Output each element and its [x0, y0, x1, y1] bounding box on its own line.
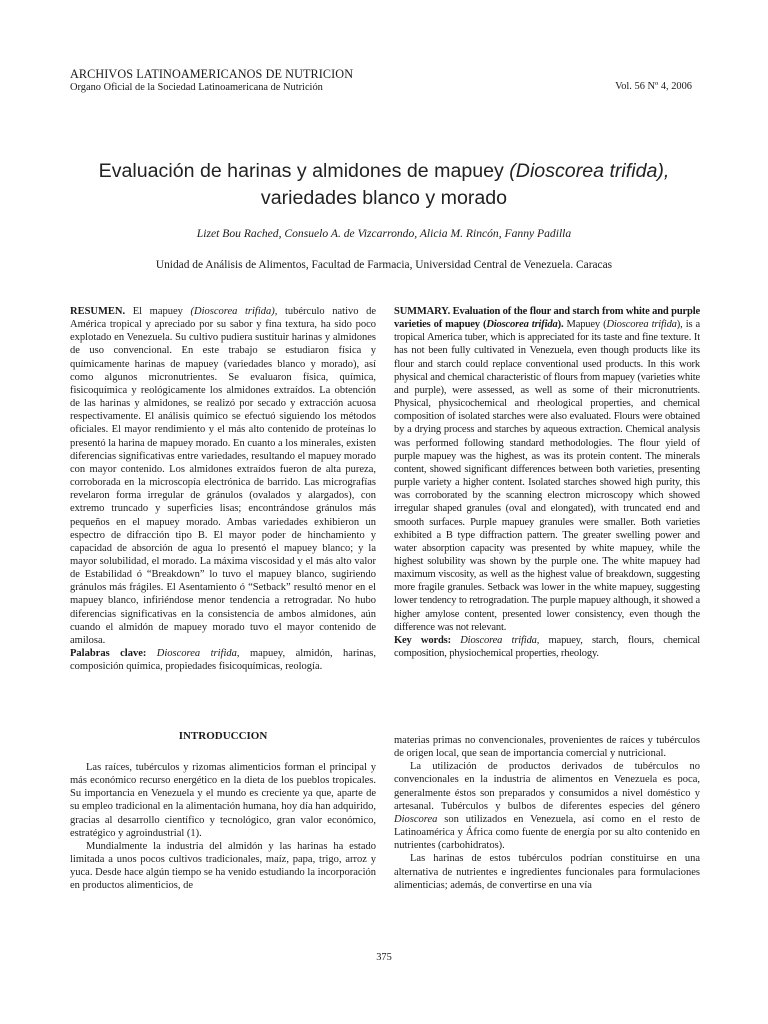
title-species: (Dioscorea trifida), [509, 160, 670, 182]
title-text: Evaluación de harinas y almidones de mapuey [98, 160, 510, 182]
resumen-paragraph [70, 305, 376, 647]
summary-paragraph [394, 305, 700, 634]
summary-body: ), is a tropical America tuber, which is appreciated for its taste and fine texture. It has not been fully cultivated in Venezuela, even though products like its flour and starch could replace conventional used products. In this work physical and chemical characteristic of flours from mapuey (varieties white and purple), were assessed, as well as some of their micronutrients. Physical, physicochemical and rheological properties, and chemical composition of isolated starches were also evaluated. Flours were obtained by a drying process and starches by aqueous extraction. Chemical analysis was performed following standard methodologies. The flour yield of purple mapuey was the highest, as was its protein content. The minerals content, showed significant differences between both varieties, presenting purple variety a higher content. Isolated starches showed high purity, this was corroborated by the scanning electron microscopy which showed irregular shaped granules (oval and elongated), with truncated end and smooth surfaces. Purple mapuey granules were smaller. Both varieties exhibited a B type diffraction pattern. The greater swelling power and water absorption capacity was presented by white mapuey, while the highest solubility was shown by the purple one. The white mapuey had maximum viscosity, as well as the highest value of breakdown, suggesting more fragile granules. Setback was lower in the white mapuey, suggesting lower tendency to retrogradation. The purple mapuey although, it showed a higher amylose content, presented lower consistency, even though the difference was not relevant. [394, 319, 701, 633]
intro-paragraph-r2 [394, 760, 700, 852]
keywords-label-en: Key words: [394, 634, 451, 646]
summary-label-end: ). [557, 319, 564, 331]
resumen-pre: El mapuey [125, 306, 191, 317]
section-heading-introduccion: INTRODUCCION [178, 730, 268, 742]
keywords-rest-en: , mapuey, starch, flours, chemical composition, physiochemical properties, rheology. [394, 634, 700, 660]
resumen-block [70, 305, 376, 673]
intro-r2-end: son utilizados en Venezuela, así como en el resto de Latinoamérica y África como fuente de energía por su alto contenido en nutrientes (carbohidratos). [394, 813, 700, 852]
intro-right-column [394, 734, 700, 892]
resumen-keywords [70, 647, 376, 673]
journal-header [70, 67, 353, 94]
keywords-species: Dioscorea trifida [146, 648, 237, 660]
keywords-species-en: Dioscorea trifida [450, 634, 537, 646]
page-number: 375 [376, 952, 392, 963]
journal-subtitle: Organo Oficial de la Sociedad Latinoamericana de Nutrición [70, 82, 323, 93]
intro-r2-species: Dioscorea [394, 813, 438, 825]
affiliation: Unidad de Análisis de Alimentos, Facultad de Farmacia, Universidad Central de Venezuela. Caracas [155, 259, 613, 271]
summary-label-species: Dioscorea trifida [486, 319, 558, 331]
intro-left-column [70, 761, 376, 893]
intro-paragraph-r3: Las harinas de estos tubérculos podrían constituirse en una alternativa de nutrientes e ingredientes funcionales para formulaciones alimenticias; además, de convertirse en una vía [394, 853, 700, 891]
volume-info: Vol. 56 Nº 4, 2006 [615, 81, 692, 92]
summary-label-text: SUMMARY. Evaluation of the flour and starch from white and purple varieties of mapuey ( [394, 306, 700, 331]
keywords-label: Palabras clave: [70, 648, 147, 660]
intro-paragraph-2: Mundialmente la industria del almidón y las harinas ha estado limitada a unos pocos cultivos tradicionales, maíz, papa, trigo, arroz y yuca. Desde hace algún tiempo se ha venido estudiando la incorporación en productos alimenticios, de [70, 840, 376, 892]
summary-keywords [394, 634, 700, 660]
keywords-rest: , mapuey, almidón, harinas, composición química, propiedades fisicoquímicas, reología. [70, 648, 377, 673]
journal-name: ARCHIVOS LATINOAMERICANOS DE NUTRICION [70, 67, 354, 81]
title-line2: variedades blanco y morado [260, 187, 508, 209]
authors: Lizet Bou Rached, Consuelo A. de Vizcarrondo, Alicia M. Rincón, Fanny Padilla [196, 227, 572, 240]
resumen-species: (Dioscorea trifida), [190, 306, 278, 317]
article-title [40, 158, 728, 212]
summary-block [394, 305, 700, 660]
intro-r2-text: La utilización de productos derivados de tubérculos no convencionales en la industria de alimentos en Venezuela es poca, generalmente éstos son preparados y consumidos a nivel doméstico y artesanal. Tubérculos y bulbos de diferentes especies del género [394, 761, 700, 812]
intro-paragraph-r1: materias primas no convencionales, provenientes de raíces y tubérculos de origen local, que sean de importancia comercial y nutricional. [394, 735, 700, 760]
summary-pre: Mapuey ( [563, 319, 607, 331]
resumen-label: RESUMEN. [70, 306, 126, 317]
resumen-body: tubérculo nativo de América tropical y apreciado por su sabor y fina textura, ha sido poco explotado en Venezuela. Su cultivo pudiera sustituir harinas y almidones de uso convencional. En este trabajo se estudiaron física y químicamente harinas de mapuey (variedades blanco y morado), así como algunos micronutrientes. Se evaluaron física, química, fisicoquímica y reológicamente los almidones extraídos. La obtención de las harinas y almidones, se realizó por secado y extracción acuosa respectivamente. El análisis químico se efectuó siguiendo los métodos oficiales. El mayor rendimiento y el más alto contenido de proteínas lo presentó la harina de mapuey morado. En cuanto a los minerales, existen diferencias significativas entre variedades, resultando el mapuey morado con mayor contenido. Los almidones extraídos fueron de alta pureza, corroborada en la microscopía electrónica de barrido. Las micrografías revelaron forma irregular de gránulos (ovalados y alargados), con extremo truncado y superficies lisas; encontrándose gránulos más pequeños en el mapuey morado. Ambas variedades exhibieron un espectro de difracción tipo B. El mayor poder de hinchamiento y capacidad de absorción de agua lo presentó el mapuey blanco; y la mayor solubilidad, el morado. La máxima viscosidad y el más alto valor de Estabilidad ó “Breakdown” lo tuvo el mapuey blanco, sugiriendo gránulos más frágiles. El Asentamiento ó “Setback” resultó menor en el mapuey blanco, infiriéndose menor tendencia a retrogradar. No hubo diferencias significativas en la consistencia de ambos almidones, aún cuando el almidón de mapuey morado tuvo el mayor contenido de amilosa. [70, 306, 376, 646]
intro-paragraph-1: Las raíces, tubérculos y rizomas alimenticios forman el principal y más económico recurso energético en la dieta de los pueblos tropicales. Su importancia en Venezuela y el mundo es creciente ya que, aparte de su empleo tradicional en la alimentación humana, hoy día han adquirido, gracias al desarrollo científico y tecnológico, gran valor económico, estratégico y agroindustrial (1). [70, 762, 376, 839]
summary-species: Dioscorea trifida [606, 319, 677, 331]
